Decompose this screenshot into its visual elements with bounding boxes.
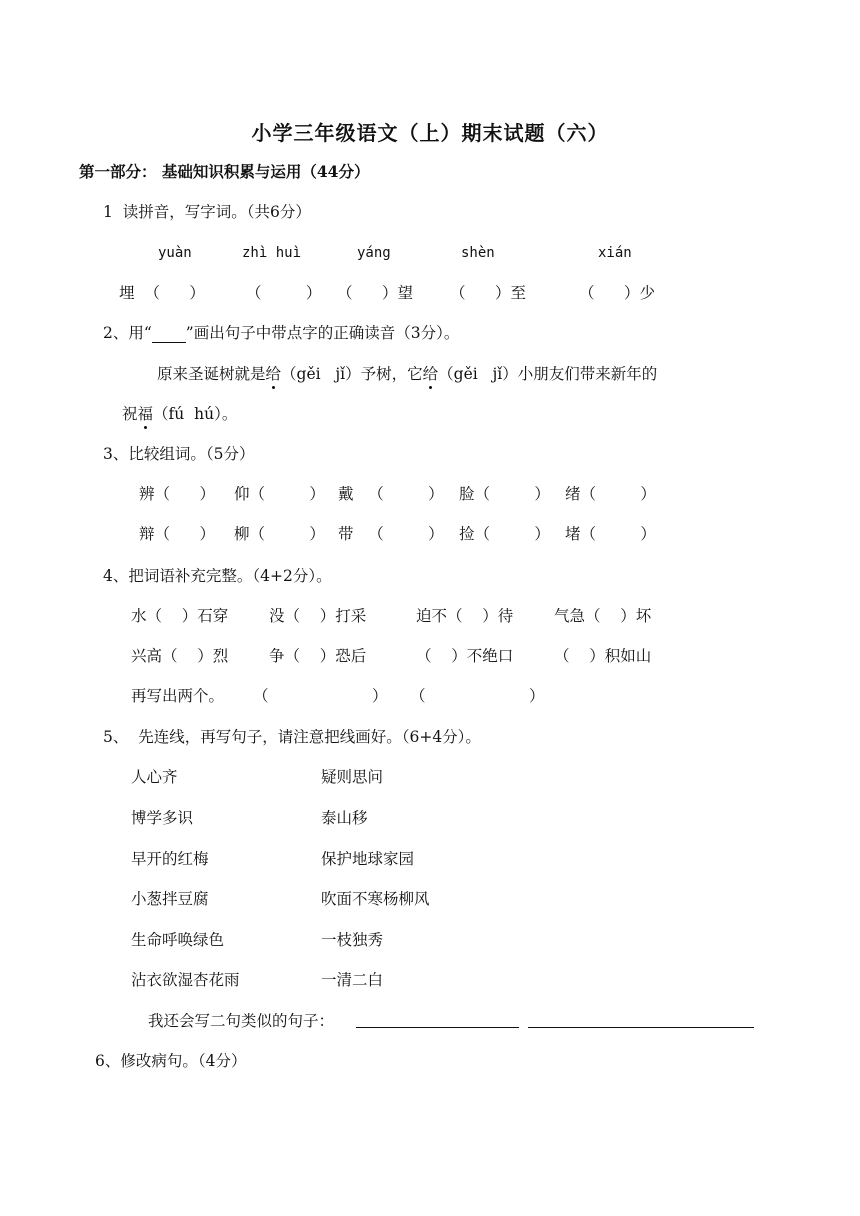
q4-extra-prompt: 再写出两个。: [131, 687, 225, 705]
q4-extra-blank-1: （ ）: [253, 687, 388, 705]
q5-left-6: 沾衣欲湿杏花雨: [131, 971, 240, 989]
q5-right-6: 一清二白: [321, 971, 384, 989]
underline-sample: [152, 326, 186, 343]
q4-r1-c1: 水（ ）石穿: [131, 607, 229, 625]
q5-left-1: 人心齐: [131, 768, 178, 786]
q4-heading: 4、把词语补充完整。（4+2分）。: [103, 567, 332, 585]
q2-sentence-line1: 原来圣诞树就是给（gěi jǐ）予树，它给（gěi jǐ）小朋友们带来新年的: [157, 365, 658, 383]
dotted-char: 给: [265, 365, 282, 383]
q4-r2-c2: 争（ ）恐后: [269, 647, 367, 665]
pinyin-3: yáng: [357, 245, 391, 261]
q3-r2-c1: 辩（ ）: [139, 525, 216, 543]
q5-left-2: 博学多识: [131, 809, 194, 827]
pinyin-4: shèn: [461, 245, 495, 261]
q1-heading: 1 读拼音，写字词。（共6分）: [103, 203, 311, 221]
dotted-char: 给: [422, 365, 439, 383]
q4-r1-c4: 气急（ ）坏: [554, 607, 652, 625]
q5-left-3: 早开的红梅: [131, 850, 209, 868]
q5-left-5: 生命呼唤绿色: [131, 931, 225, 949]
q5-right-4: 吹面不寒杨柳风: [321, 890, 430, 908]
q3-r1-c4: 脸（ ）: [459, 485, 550, 503]
pinyin-5: xián: [598, 245, 632, 261]
page-title: 小学三年级语文（上）期末试题（六）: [251, 121, 609, 145]
q1-word-1: 埋 （ ）: [119, 284, 205, 302]
q3-r1-c2: 仰（ ）: [234, 485, 325, 503]
q4-r1-c3: 迫不（ ）待: [416, 607, 514, 625]
q1-word-2: （ ）: [246, 284, 322, 302]
q3-r1-c5: 绪（ ）: [565, 485, 656, 503]
q3-r2-c4: 捡（ ）: [459, 525, 550, 543]
part1-heading: 第一部分： 基础知识积累与运用（44分）: [79, 162, 370, 181]
q2-sentence-line2: 祝福（fú hú）。: [122, 405, 238, 423]
answer-line-2[interactable]: [528, 1027, 754, 1028]
q3-r1-c3: 戴 （ ）: [338, 485, 444, 503]
q1-word-4: （ ）至: [450, 284, 527, 302]
q4-r2-c3: （ ）不绝口: [416, 647, 514, 665]
q3-r2-c3: 带 （ ）: [338, 525, 444, 543]
q5-left-4: 小葱拌豆腐: [131, 890, 209, 908]
q4-extra-blank-2: （ ）: [410, 687, 545, 705]
q1-word-3: （ ）望: [337, 284, 414, 302]
q5-right-2: 泰山移: [321, 809, 368, 827]
q3-r2-c2: 柳（ ）: [234, 525, 325, 543]
q5-right-5: 一枝独秀: [321, 931, 384, 949]
q5-right-3: 保护地球家园: [321, 850, 415, 868]
q1-word-5: （ ）少: [579, 284, 656, 302]
q3-r2-c5: 堵（ ）: [565, 525, 656, 543]
q5-write-prompt: 我还会写二句类似的句子：: [148, 1012, 335, 1030]
q4-r2-c1: 兴高（ ）烈: [131, 647, 229, 665]
pinyin-2: zhì huì: [242, 245, 302, 261]
answer-line-1[interactable]: [356, 1027, 519, 1028]
q5-heading: 5、 先连线，再写句子，请注意把线画好。（6+4分）。: [103, 728, 481, 746]
q4-r2-c4: （ ）积如山: [554, 647, 652, 665]
q4-r1-c2: 没（ ）打采: [269, 607, 367, 625]
q5-right-1: 疑则思问: [321, 768, 384, 786]
q3-heading: 3、比较组词。（5分）: [103, 445, 255, 463]
pinyin-1: yuàn: [158, 245, 192, 261]
q2-heading: 2、用“ ”画出句子中带点字的正确读音（3分）。: [103, 324, 460, 342]
q3-r1-c1: 辨（ ）: [139, 485, 216, 503]
dotted-char: 福: [137, 405, 154, 423]
q6-heading: 6、修改病句。（4分）: [95, 1052, 247, 1070]
